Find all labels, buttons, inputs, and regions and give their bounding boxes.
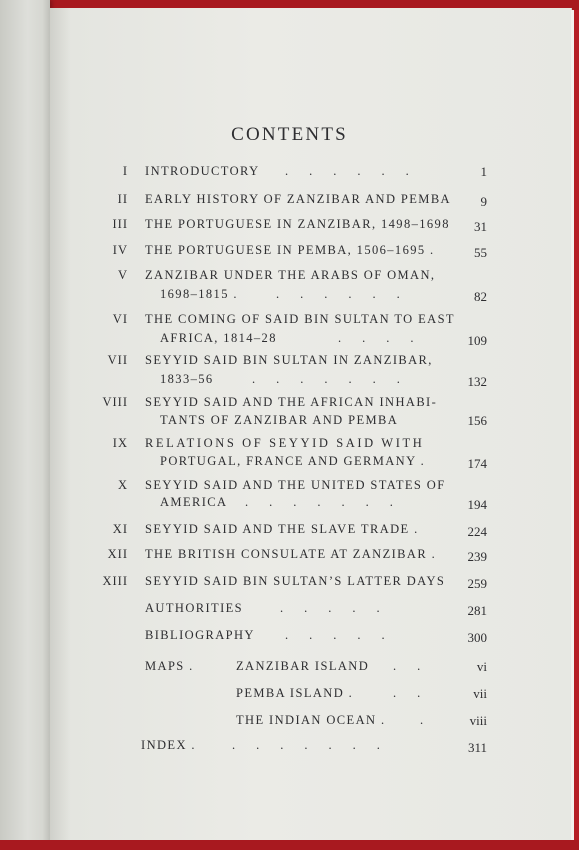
page-number: 194	[467, 497, 487, 512]
leader-dots: .....	[285, 628, 406, 642]
page-number: 82	[474, 289, 487, 304]
chapter-title: THE PORTUGUESE IN PEMBA, 1506–1695 .	[145, 243, 435, 257]
chapter-title: THE BRITISH CONSULATE AT ZANZIBAR .	[145, 547, 437, 561]
chapter-number: I	[122, 164, 128, 178]
leader-dots: ......	[276, 287, 421, 301]
chapter-number: III	[112, 217, 128, 231]
leader-dots: .	[420, 713, 445, 727]
page-number: 31	[474, 219, 487, 234]
chapter-title: SEYYID SAID BIN SULTAN IN ZANZIBAR,	[145, 353, 433, 367]
chapter-title: THE PORTUGUESE IN ZANZIBAR, 1498–1698	[145, 217, 450, 231]
chapter-title: SEYYID SAID BIN SULTAN’S LATTER DAYS	[145, 574, 446, 588]
chapter-title: ZANZIBAR UNDER THE ARABS OF OMAN,	[145, 268, 436, 282]
page-number: 1	[480, 164, 487, 179]
page-number: 224	[467, 524, 487, 539]
leader-dots: .....	[280, 601, 401, 615]
page-number: 132	[467, 374, 487, 389]
leader-dots: .......	[245, 495, 414, 509]
chapter-title: SEYYID SAID AND THE SLAVE TRADE .	[145, 522, 419, 536]
page-number: 311	[467, 740, 487, 755]
chapter-title: INTRODUCTORY	[145, 164, 260, 178]
page-number: 259	[467, 576, 487, 591]
page-number: 55	[474, 245, 487, 260]
chapter-number: VII	[107, 353, 128, 367]
page-title: CONTENTS	[231, 124, 348, 145]
page-number: 300	[467, 630, 487, 645]
chapter-title: RELATIONS OF SEYYID SAID WITH	[145, 436, 425, 450]
chapter-number: XI	[112, 522, 128, 536]
page-number: viii	[469, 713, 487, 728]
leader-dots: .......	[232, 738, 401, 752]
chapter-number: V	[117, 268, 128, 282]
index-label: INDEX .	[141, 738, 196, 752]
page-number: 156	[467, 413, 487, 428]
chapter-number: VIII	[102, 395, 128, 409]
chapter-number: VI	[112, 312, 128, 326]
chapter-title: SEYYID SAID AND THE UNITED STATES OF	[145, 478, 446, 492]
leader-dots: .......	[252, 372, 421, 386]
chapter-title-continued: TANTS OF ZANZIBAR AND PEMBA	[160, 413, 399, 427]
chapter-number: IV	[112, 243, 128, 257]
chapter-number: XIII	[102, 574, 128, 588]
page-number: vi	[476, 659, 487, 674]
chapter-title: SEYYID SAID AND THE AFRICAN INHABI-	[145, 395, 438, 409]
page-number: vii	[473, 686, 487, 701]
map-title: PEMBA ISLAND .	[236, 686, 354, 700]
bibliography-label: BIBLIOGRAPHY	[145, 628, 255, 642]
chapter-title-continued: 1833–56	[160, 372, 214, 386]
authorities-label: AUTHORITIES	[145, 601, 244, 615]
leader-dots: ......	[285, 164, 430, 178]
chapter-title: EARLY HISTORY OF ZANZIBAR AND PEMBA	[145, 192, 451, 206]
chapter-number: II	[117, 192, 128, 206]
chapter-number: X	[117, 478, 128, 492]
page-number: 9	[480, 194, 487, 209]
chapter-title: THE COMING OF SAID BIN SULTAN TO EAST	[145, 312, 455, 326]
chapter-number: IX	[112, 436, 128, 450]
page-number: 281	[467, 603, 487, 618]
chapter-title-continued: PORTUGAL, FRANCE AND GERMANY .	[160, 454, 426, 468]
leader-dots: ..	[393, 659, 442, 673]
book-cover-bottom	[0, 840, 579, 850]
chapter-title-continued: 1698–1815 .	[160, 287, 238, 301]
page-number: 174	[467, 456, 487, 471]
chapter-number: XII	[107, 547, 128, 561]
maps-label: MAPS .	[145, 659, 194, 673]
map-title: THE INDIAN OCEAN .	[236, 713, 386, 727]
chapter-title-continued: AFRICA, 1814–28	[160, 331, 277, 345]
leader-dots: ..	[393, 686, 442, 700]
page-number: 109	[467, 333, 487, 348]
leader-dots: ....	[338, 331, 435, 345]
map-title: ZANZIBAR ISLAND	[236, 659, 370, 673]
chapter-title-continued: AMERICA	[160, 495, 228, 509]
page-number: 239	[467, 549, 487, 564]
